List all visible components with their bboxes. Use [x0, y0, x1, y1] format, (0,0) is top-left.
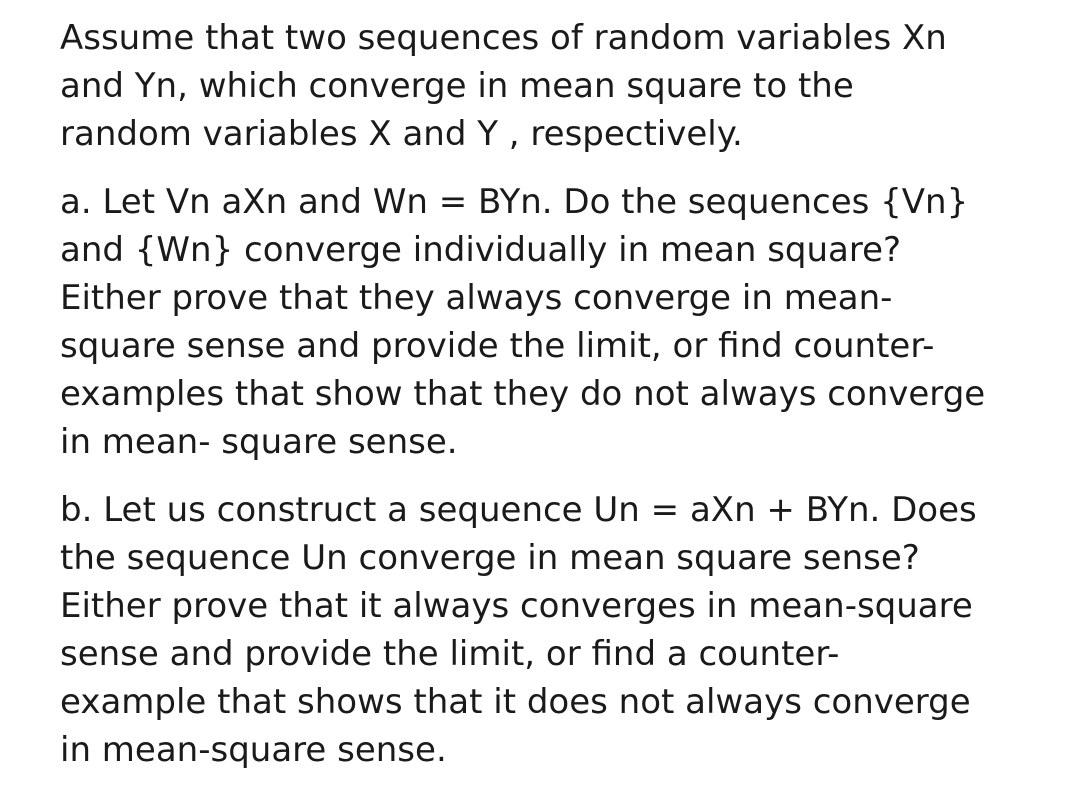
part-a-line: and {Wn} converge individually in mean square?	[60, 230, 902, 270]
part-a-line: a. Let Vn aXn and Wn = BYn. Do the sequences {Vn}	[60, 182, 969, 222]
part-a-paragraph	[60, 178, 1060, 466]
part-b-line: example that shows that it does not always converge	[60, 682, 971, 722]
intro-line: and Yn, which converge in mean square to the	[60, 66, 854, 106]
intro-paragraph	[60, 14, 1060, 158]
part-a-line: Either prove that they always converge in mean-	[60, 278, 893, 318]
part-b-line: in mean-square sense.	[60, 730, 447, 770]
part-a-line: square sense and provide the limit, or find counter-	[60, 326, 935, 366]
part-b-paragraph	[60, 486, 1060, 774]
part-a-line: in mean- square sense.	[60, 422, 458, 462]
part-b-line: Either prove that it always converges in mean-square	[60, 586, 973, 626]
paragraph-spacer	[60, 158, 1060, 178]
paragraph-spacer	[60, 466, 1060, 486]
intro-line: Assume that two sequences of random variables Xn	[60, 18, 947, 58]
part-b-line: the sequence Un converge in mean square sense?	[60, 538, 920, 578]
intro-line: random variables X and Y , respectively.	[60, 114, 743, 154]
document-body	[60, 14, 1060, 774]
part-a-line: examples that show that they do not always converge	[60, 374, 986, 414]
part-b-line: sense and provide the limit, or find a counter-	[60, 634, 840, 674]
part-b-line: b. Let us construct a sequence Un = aXn + BYn. Does	[60, 490, 977, 530]
